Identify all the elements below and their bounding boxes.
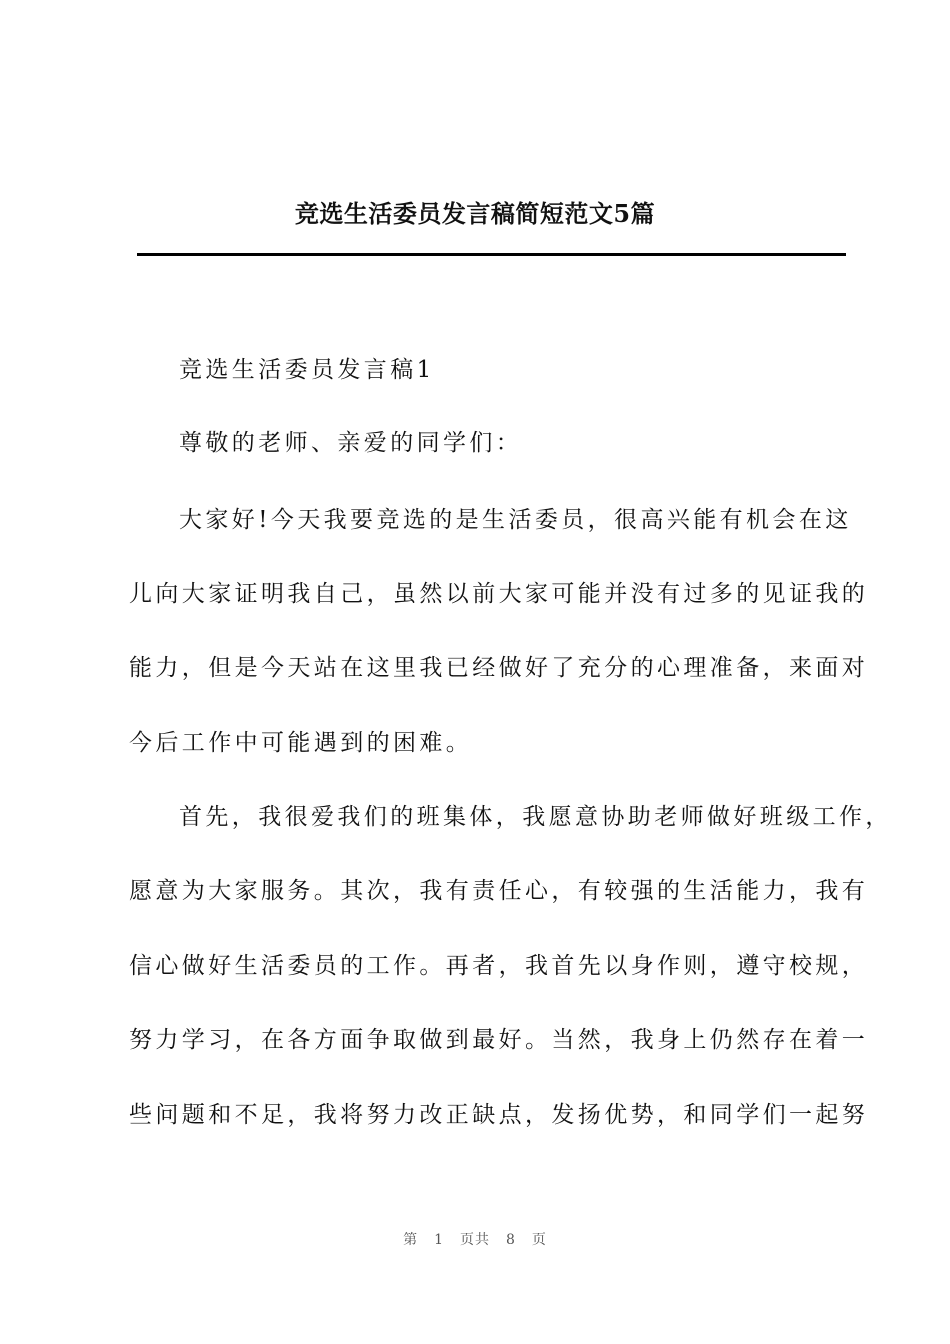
body-line-7: 信心做好生活委员的工作。再者，我首先以身作则，遵守校规，: [129, 953, 869, 979]
salutation-line: 尊敬的老师、亲爱的同学们：: [179, 430, 523, 456]
body-line-4: 今后工作中可能遇到的困难。: [129, 730, 473, 756]
footer-page-middle: 页共: [460, 1232, 490, 1248]
body-line-9: 些问题和不足，我将努力改正缺点，发扬优势，和同学们一起努: [129, 1102, 869, 1128]
footer-page-suffix: 页: [531, 1232, 547, 1248]
page-footer: [0, 1229, 950, 1249]
footer-page-total: 8: [506, 1232, 516, 1248]
body-line-1: 大家好!今天我要竞选的是生活委员，很高兴能有机会在这: [179, 507, 852, 533]
footer-page-number: 1: [434, 1232, 444, 1248]
document-title: 竞选生活委员发言稿简短范文5篇: [294, 199, 656, 228]
body-line-3: 能力，但是今天站在这里我已经做好了充分的心理准备，来面对: [129, 655, 869, 681]
section-heading: 竞选生活委员发言稿1: [179, 357, 435, 383]
body-line-2: 儿向大家证明我自己，虽然以前大家可能并没有过多的见证我的: [129, 581, 869, 607]
body-line-6: 愿意为大家服务。其次，我有责任心，有较强的生活能力，我有: [129, 878, 869, 904]
title-underline: [137, 253, 846, 256]
body-line-5: 首先，我很爱我们的班集体，我愿意协助老师做好班级工作，: [179, 804, 892, 830]
footer-page-prefix: 第: [403, 1232, 419, 1248]
body-line-8: 努力学习，在各方面争取做到最好。当然，我身上仍然存在着一: [129, 1027, 869, 1053]
